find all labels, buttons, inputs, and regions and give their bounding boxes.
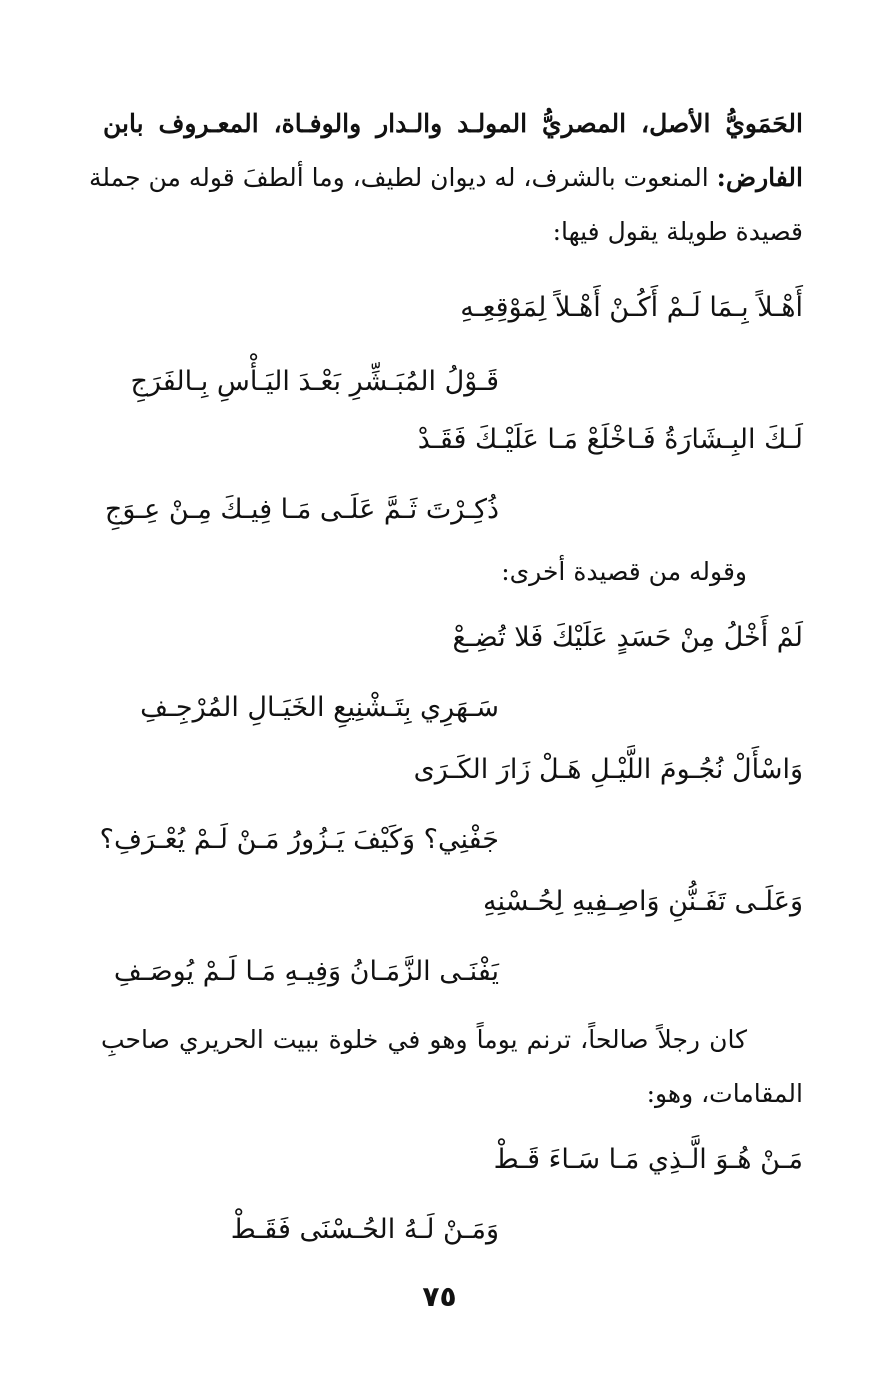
poem2-verse-5: وَعَلَـى تَفَـنُّنِ وَاصِـفِيهِ لِحُـسْنِهِ xyxy=(483,886,803,917)
page-number: ٧٥ xyxy=(422,1280,457,1313)
poem1-verse-1: أَهْـلاً بِـمَا لَـمْ أَكُـنْ أَهْـلاً لِمَوْقِعِـهِ xyxy=(460,292,803,323)
poem1-verse-3: لَـكَ البِـشَارَةُ فَـاخْلَعْ مَـا عَلَيْـكَ فَقَـدْ xyxy=(417,424,803,455)
intro-line-3: قصيدة طويلة يقول فيها: xyxy=(552,217,803,246)
author-name: الفارض: xyxy=(716,163,803,192)
poem2-verse-2: سَـهَرِي بِتَـشْنِيعِ الخَيَـالِ المُرْجِـفِ xyxy=(140,692,499,723)
poem2-verse-1: لَمْ أَخْلُ مِنْ حَسَدٍ عَلَيْكَ فَلا تُضِـعْ xyxy=(452,622,803,653)
poem2-intro: وقوله من قصيدة أخرى: xyxy=(501,557,747,586)
poem2-verse-4: جَفْنِي؟ وَكَيْفَ يَـزُورُ مَـنْ لَـمْ يُعْـرَفِ؟ xyxy=(99,824,499,855)
poem2-verse-3: وَاسْأَلْ نُجُـومَ اللَّيْـلِ هَـلْ زَارَ الكَـرَى xyxy=(413,754,803,785)
intro-line-2 xyxy=(88,158,803,198)
intro-line-1: الحَمَويُّ الأصل، المصريُّ المولـد والـدار والوفـاة، المعـروف بابن xyxy=(103,109,803,138)
poem3-verse-2: وَمَـنْ لَـهُ الحُـسْنَى فَقَـطْ xyxy=(230,1214,499,1245)
poem3-verse-1: مَـنْ هُـوَ الَّـذِي مَـا سَـاءَ قَـطْ xyxy=(493,1144,803,1175)
paragraph2-line-1: كان رجلاً صالحاً، ترنم يوماً وهو في خلوة ببيت الحريري صاحبِ xyxy=(101,1025,747,1054)
intro-line-2-text: المنعوت بالشرف، له ديوان لطيف، وما ألطفَ قوله من جملة xyxy=(88,163,717,192)
poem1-verse-4: ذُكِـرْتَ ثَـمَّ عَلَـى مَـا فِيـكَ مِـنْ عِـوَجِ xyxy=(104,494,499,525)
paragraph2-line-2: المقامات، وهو: xyxy=(646,1079,803,1108)
poem1-verse-2: قَـوْلُ المُبَـشِّرِ بَعْـدَ اليَـأْسِ بِـالفَرَجِ xyxy=(130,366,499,397)
poem2-verse-6: يَفْنَـى الزَّمَـانُ وَفِيـهِ مَـا لَـمْ يُوصَـفِ xyxy=(113,956,499,987)
